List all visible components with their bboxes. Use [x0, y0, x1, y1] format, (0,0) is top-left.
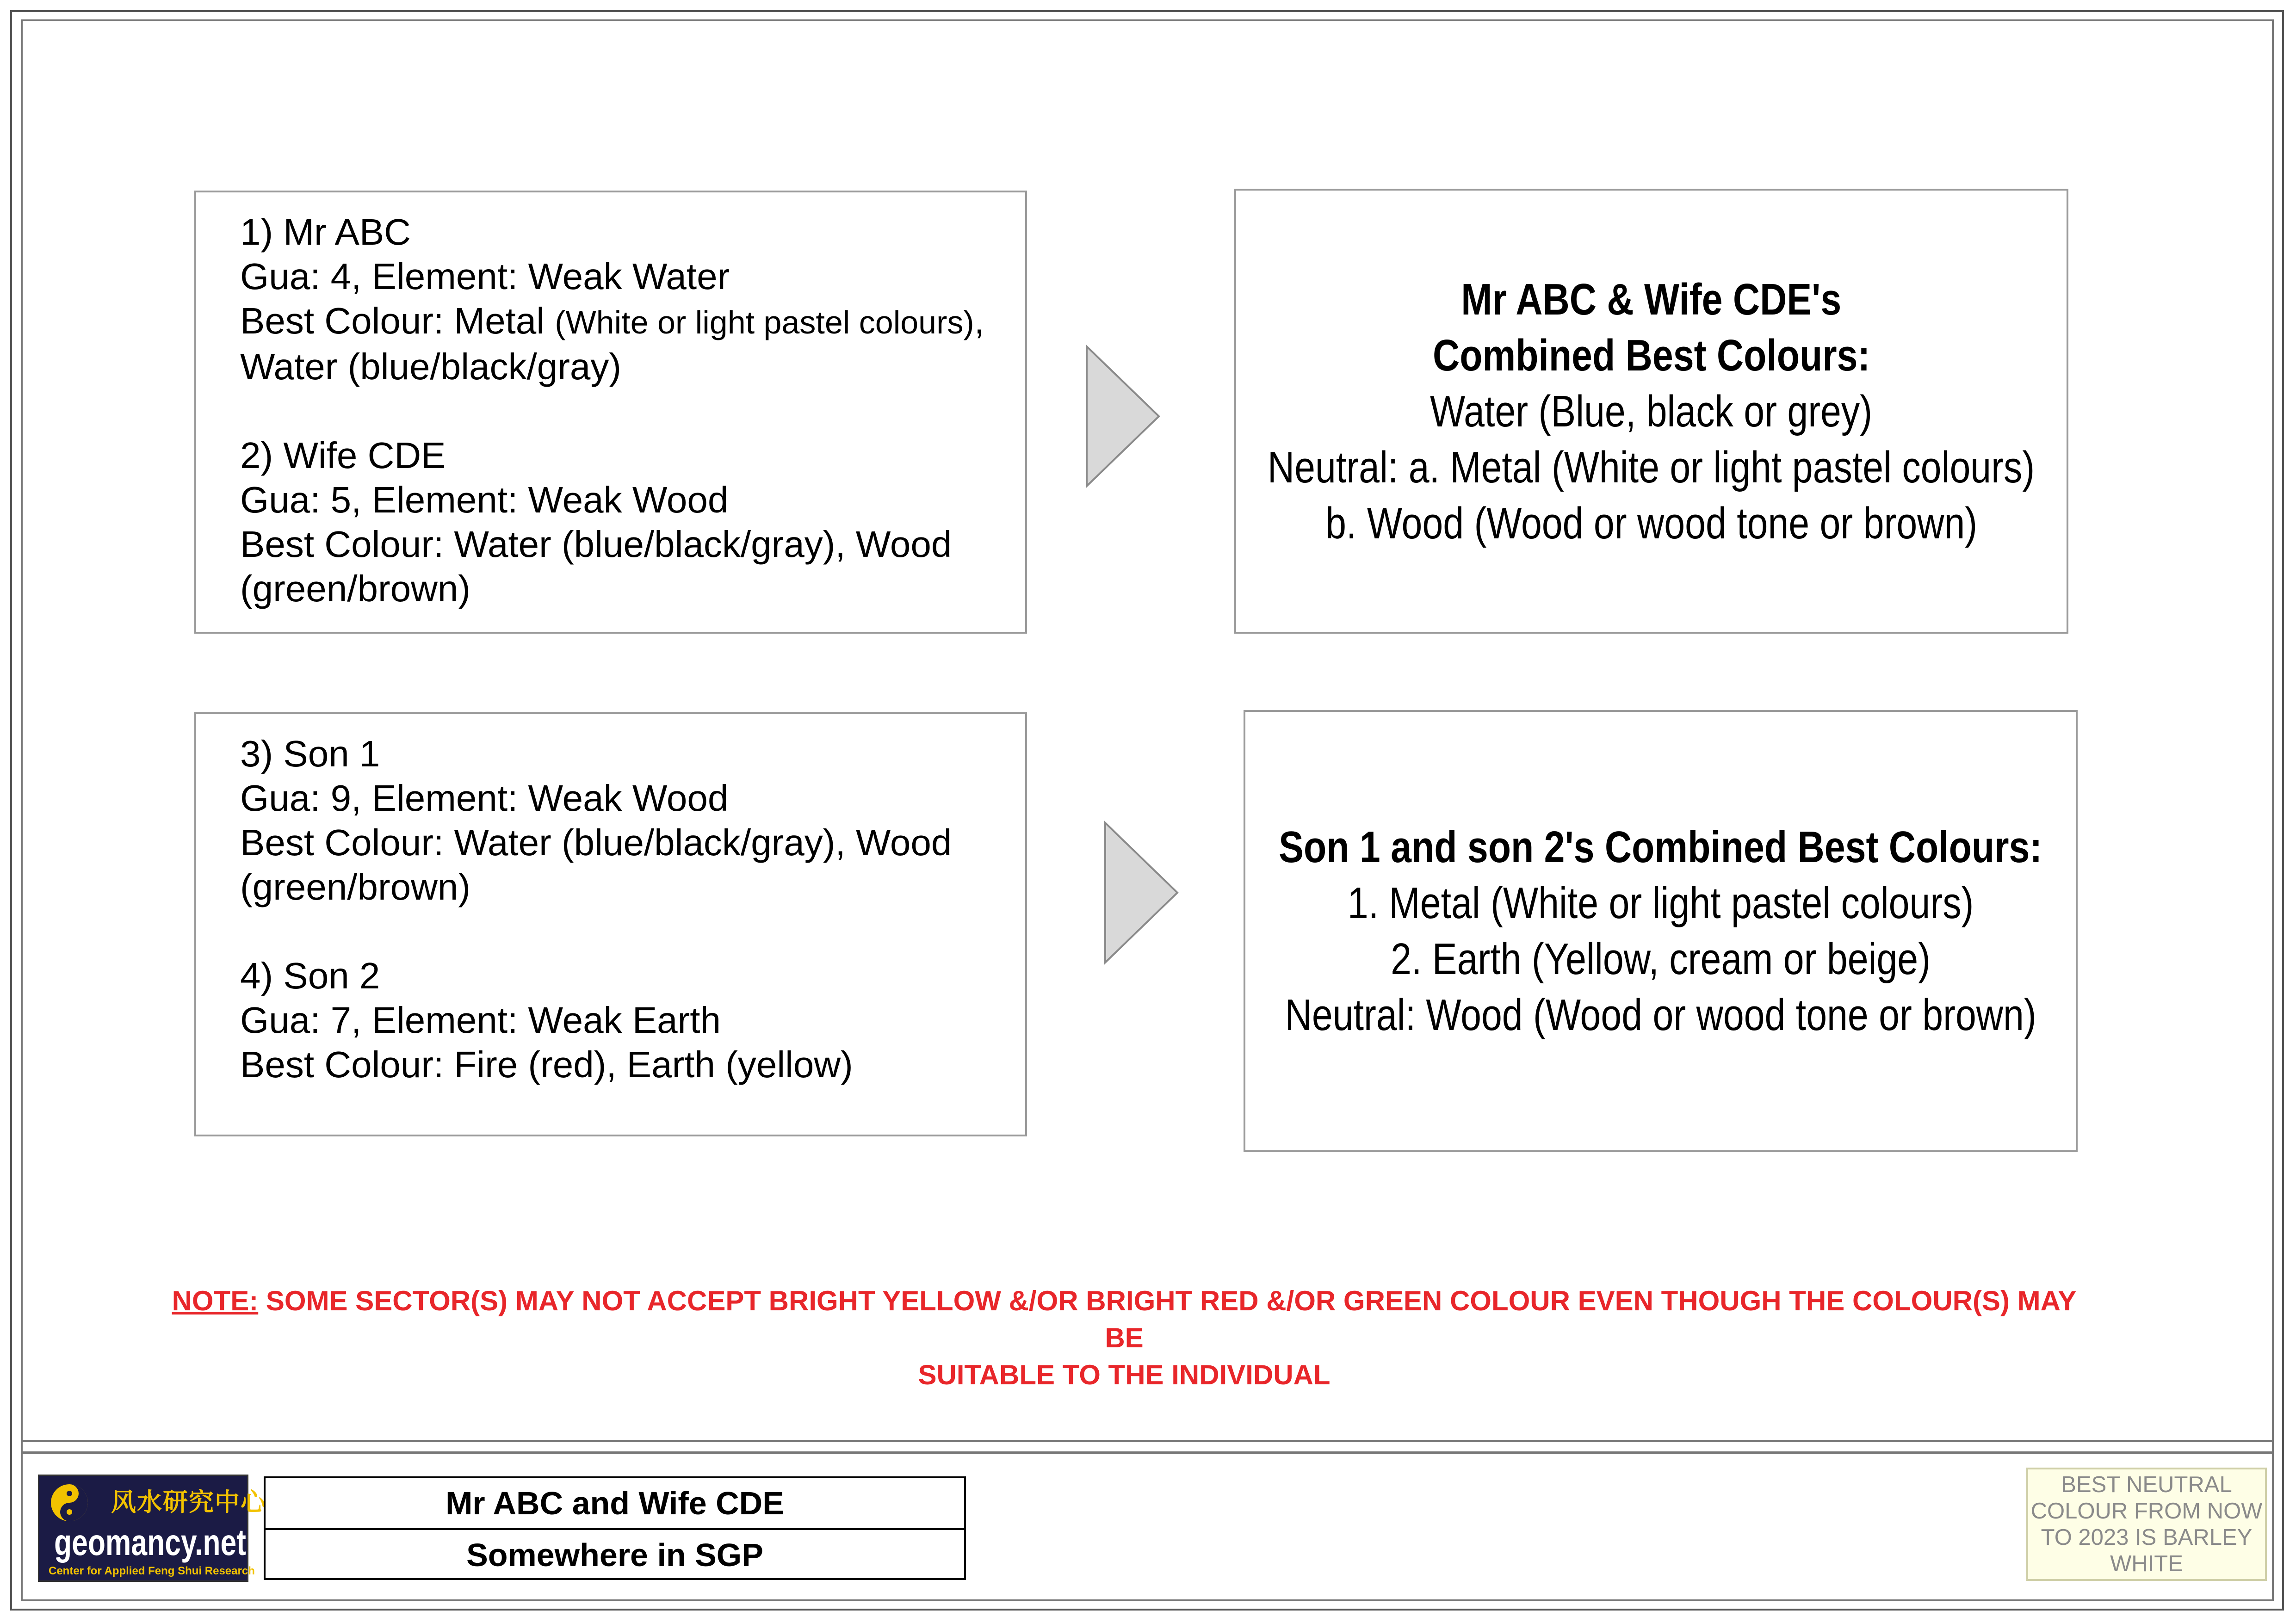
member-4-title: 4) Son 2	[240, 955, 380, 996]
arrow-right-icon	[1085, 345, 1161, 488]
member-3-title: 3) Son 1	[240, 733, 380, 774]
sons-combined-heading: Son 1 and son 2's Combined Best Colours:	[1279, 822, 2042, 872]
member-4-gua: Gua: 7, Element: Weak Earth	[240, 1000, 721, 1041]
client-location: Somewhere in SGP	[466, 1537, 763, 1573]
sons-combined-box	[1244, 710, 2078, 1152]
parents-combined-box	[1234, 189, 2068, 634]
neutral-note-line-4: WHITE	[2110, 1551, 2183, 1576]
member-3-best-colour: Best Colour: Water (blue/black/gray), Wood	[240, 822, 952, 863]
parents-combined-line-1: Water (Blue, black or grey)	[1430, 386, 1873, 436]
yin-yang-icon	[44, 1479, 104, 1525]
note-label: NOTE:	[172, 1285, 259, 1316]
member-1-colour-prefix: Best Colour: Metal	[240, 300, 555, 341]
member-1-title: 1) Mr ABC	[240, 211, 411, 253]
geomancy-logo	[38, 1475, 266, 1582]
member-2-colour-line2: (green/brown)	[240, 568, 471, 609]
logo-tagline: Center for Applied Feng Shui Research	[49, 1565, 255, 1577]
member-2-best-colour: Best Colour: Water (blue/black/gray), Wood	[240, 524, 952, 565]
member-1-colour-suffix: ,	[974, 300, 984, 341]
logo-chinese-text: 风水研究中心	[111, 1487, 266, 1517]
parents-combined-line-2: Neutral: a. Metal (White or light pastel colours)	[1268, 442, 2035, 492]
member-1-gua: Gua: 4, Element: Weak Water	[240, 256, 730, 297]
client-name: Mr ABC and Wife CDE	[266, 1478, 964, 1530]
neutral-note-line-2: COLOUR FROM NOW	[2030, 1498, 2263, 1524]
parents-combined-line-3: b. Wood (Wood or wood tone or brown)	[1325, 498, 1977, 548]
footer-separator-bottom	[21, 1451, 2274, 1454]
sons-combined-line-2: 2. Earth (Yellow, cream or beige)	[1391, 934, 1931, 984]
member-4-best-colour: Best Colour: Fire (red), Earth (yellow)	[240, 1044, 853, 1085]
member-2-gua: Gua: 5, Element: Weak Wood	[240, 479, 729, 520]
member-1-best-colour	[240, 299, 1025, 345]
parents-info-box	[194, 191, 1027, 634]
member-3-colour-line2: (green/brown)	[240, 866, 471, 907]
sons-info-box	[194, 712, 1027, 1136]
sons-combined-line-1: 1. Metal (White or light pastel colours)	[1347, 878, 1974, 928]
title-block	[264, 1476, 966, 1580]
logo-domain-text: geomancy.net	[54, 1522, 246, 1563]
note-text: SOME SECTOR(S) MAY NOT ACCEPT BRIGHT YELLOW &/OR BRIGHT RED &/OR GREEN COLOUR EVEN THOUGH THE COLOUR(S) MAY BE	[258, 1285, 2077, 1353]
note-text-line2: SUITABLE TO THE INDIVIDUAL	[918, 1359, 1331, 1390]
sector-colour-note	[171, 1283, 2077, 1394]
member-1-colour-detail: (White or light pastel colours)	[555, 304, 974, 340]
neutral-note-line-3: TO 2023 IS BARLEY	[2041, 1524, 2253, 1550]
member-3-gua: Gua: 9, Element: Weak Wood	[240, 778, 729, 819]
neutral-note-line-1: BEST NEUTRAL	[2061, 1472, 2232, 1497]
member-1-colour-line2: Water (blue/black/gray)	[240, 346, 621, 387]
arrow-right-icon	[1103, 821, 1180, 964]
parents-combined-heading-1: Mr ABC & Wife CDE's	[1461, 274, 1842, 324]
sons-combined-line-3: Neutral: Wood (Wood or wood tone or brown)	[1285, 990, 2036, 1040]
footer-separator-top	[21, 1440, 2274, 1442]
parents-combined-heading-2: Combined Best Colours:	[1432, 330, 1870, 380]
neutral-colour-note	[2026, 1468, 2267, 1581]
member-2-title: 2) Wife CDE	[240, 435, 446, 476]
